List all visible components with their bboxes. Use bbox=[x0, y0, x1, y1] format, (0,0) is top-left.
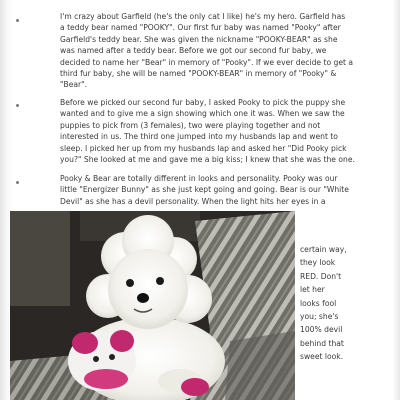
text-line: interested in us. The third one jumped into my husbands lap and went to bbox=[60, 132, 338, 142]
text-line: sweet look. bbox=[300, 352, 344, 362]
bullet-marker bbox=[16, 19, 19, 22]
paragraph-garfield bbox=[60, 11, 353, 91]
text-line: certain way, bbox=[300, 245, 347, 254]
paragraph-personalities bbox=[60, 173, 349, 207]
text-line: sleep. I picked her up from my husbands lap and asked her "Did Pooky pick bbox=[60, 143, 347, 153]
text-line: you?" She looked at me and gave me a big kiss; I knew that she was the one. bbox=[60, 155, 355, 165]
bullet-marker bbox=[16, 104, 19, 107]
caption-side-text bbox=[300, 243, 347, 364]
text-line: a teddy bear named "POOKY". Our first fur baby was named "Pooky" after bbox=[60, 23, 341, 33]
text-line: Before we picked our second fur baby, I asked Pooky to pick the puppy she bbox=[60, 98, 346, 107]
text-line: they look bbox=[300, 258, 336, 268]
text-line: behind that bbox=[300, 338, 344, 348]
dog-photo bbox=[10, 211, 295, 400]
dog-photo-illustration bbox=[10, 211, 295, 400]
text-line: RED. Don't bbox=[300, 271, 342, 281]
text-line: I'm crazy about Garfield (he's the only cat I like) he's my hero. Garfield has bbox=[60, 12, 346, 21]
text-line: little "Energizer Bunny" as she just kept going and going. Bear is our "White bbox=[60, 185, 349, 195]
text-line: Pooky & Bear are totally different in looks and personality. Pooky was our bbox=[60, 174, 338, 183]
text-line: puppies to pick from (3 females), two were playing together and not bbox=[60, 120, 321, 130]
bullet-marker bbox=[16, 181, 19, 184]
text-line: let her bbox=[300, 285, 325, 295]
page-edge-right bbox=[392, 0, 400, 400]
text-line: wanted and to give me a sign showing which one it was. When we saw the bbox=[60, 109, 345, 119]
text-line: decided to name her "Bear" in memory of "Pooky". If we ever decide to get a bbox=[60, 57, 354, 67]
text-line: "Bear". bbox=[60, 80, 88, 90]
text-line: 100% devil bbox=[300, 325, 343, 335]
text-line: Devil" as she has a devil personality. When the light hits her eyes in a bbox=[60, 196, 326, 206]
text-line: looks fool bbox=[300, 298, 337, 308]
text-line: Garfield's teddy bear. She was given the nickname "POOKY-BEAR" as she bbox=[60, 34, 338, 44]
paragraph-picking-puppy bbox=[60, 97, 355, 165]
text-line: you; she's bbox=[300, 312, 339, 322]
text-line: was named after a teddy bear. Before we got our second fur baby, we bbox=[60, 46, 327, 56]
text-line: third fur baby, she will be named "POOKY-BEAR" in memory of "Pooky" & bbox=[60, 69, 337, 79]
